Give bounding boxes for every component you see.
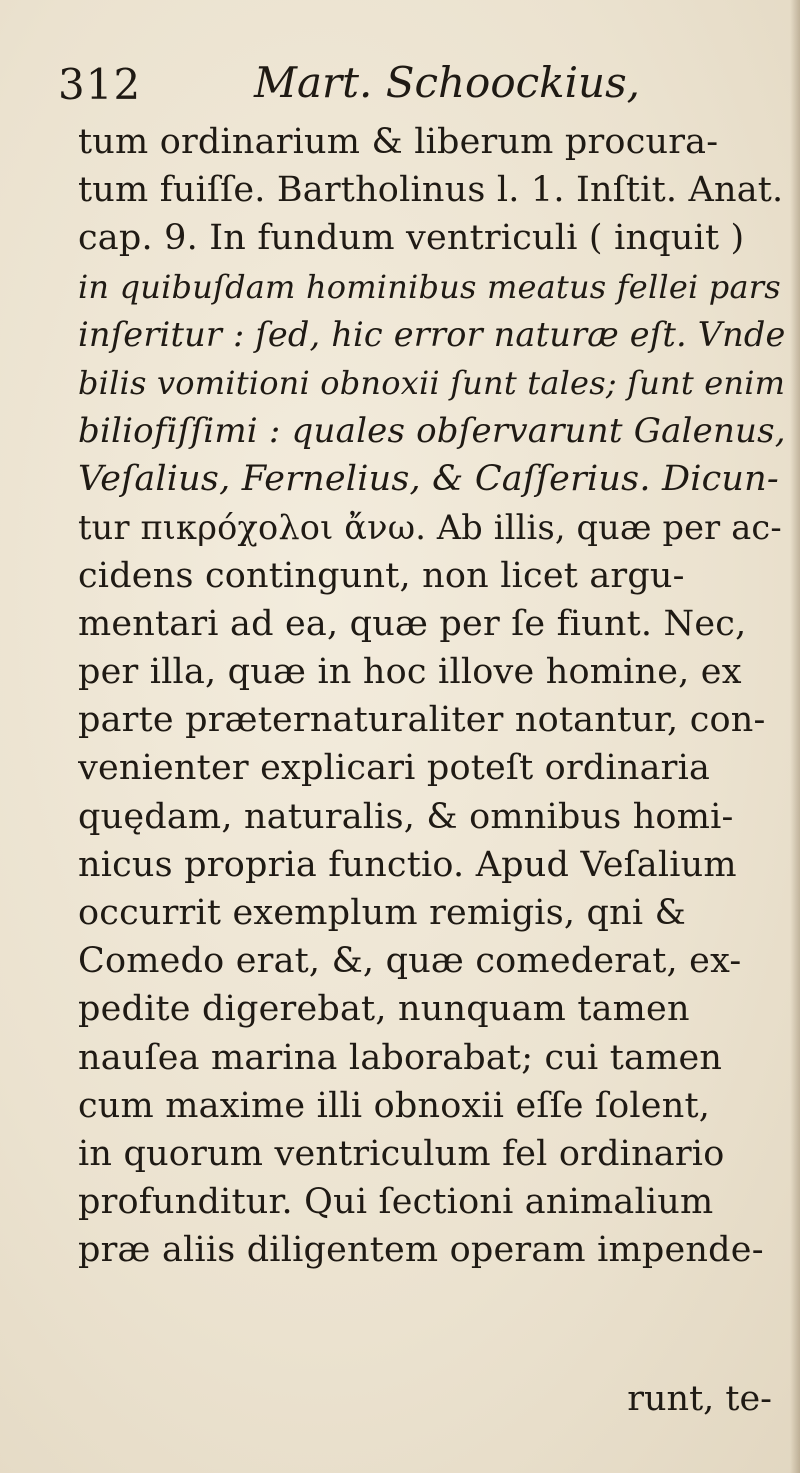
text-line: biliofiſſimi : quales obſervarunt Galenus, — [78, 411, 786, 452]
catchword: runt, te- — [627, 1379, 772, 1419]
text-line: mentari ad ea, quæ per ſe fiunt. Nec, — [78, 603, 747, 644]
text-line: occurrit exemplum remigis, qni & — [78, 893, 686, 933]
page-edge-shadow — [790, 0, 800, 1473]
text-line: tum ordinarium & liberum procura- — [78, 122, 719, 162]
text-line: venienter explicari poteſt ordinaria — [78, 748, 711, 789]
body-text — [78, 118, 786, 1275]
text-line: in quorum ventriculum fel ordinario — [78, 1133, 725, 1174]
text-line: per illa, quæ in hoc illove homine, ex — [78, 652, 742, 693]
text-line: præ aliis diligentem operam impende- — [78, 1230, 764, 1271]
text-line: pedite digerebat, nunquam tamen — [78, 989, 690, 1030]
text-line: inſeritur : ſed, hic error naturæ eſt. Vnde — [78, 314, 786, 354]
text-line: bilis vomitioni obnoxii ſunt tales; ſunt enim — [78, 363, 786, 402]
page-header — [58, 58, 758, 114]
text-line: tum fuiſſe. Bartholinus l. 1. Inſtit. Anat. — [78, 170, 784, 211]
text-line: cap. 9. In fundum ventriculi ( inquit ) — [78, 218, 745, 259]
text-line: nauſea marina laborabat; cui tamen — [78, 1037, 723, 1078]
text-line: quędam, naturalis, & omnibus homi- — [78, 796, 734, 837]
text-line: Veſalius, Fernelius, & Caſſerius. Dicun- — [78, 459, 779, 500]
text-line: nicus propria functio. Apud Veſalium — [78, 844, 737, 885]
text-line: cidens contingunt, non licet argu- — [78, 555, 685, 596]
text-line: parte præternaturaliter notantur, con- — [78, 700, 766, 741]
text-line: cum maxime illi obnoxii eſſe ſolent, — [78, 1085, 711, 1126]
text-line: profunditur. Qui ſectioni animalium — [78, 1182, 714, 1223]
text-line: Comedo erat, &, quæ comederat, ex- — [78, 941, 742, 982]
text-line: tur πικρόχολοι ἄνω. Ab illis, quæ per ac- — [78, 507, 782, 547]
page-number: 312 — [58, 60, 142, 109]
text-line: in quibuſdam hominibus meatus fellei pars — [78, 267, 781, 306]
running-head: Mart. Schoockius, — [254, 58, 640, 107]
